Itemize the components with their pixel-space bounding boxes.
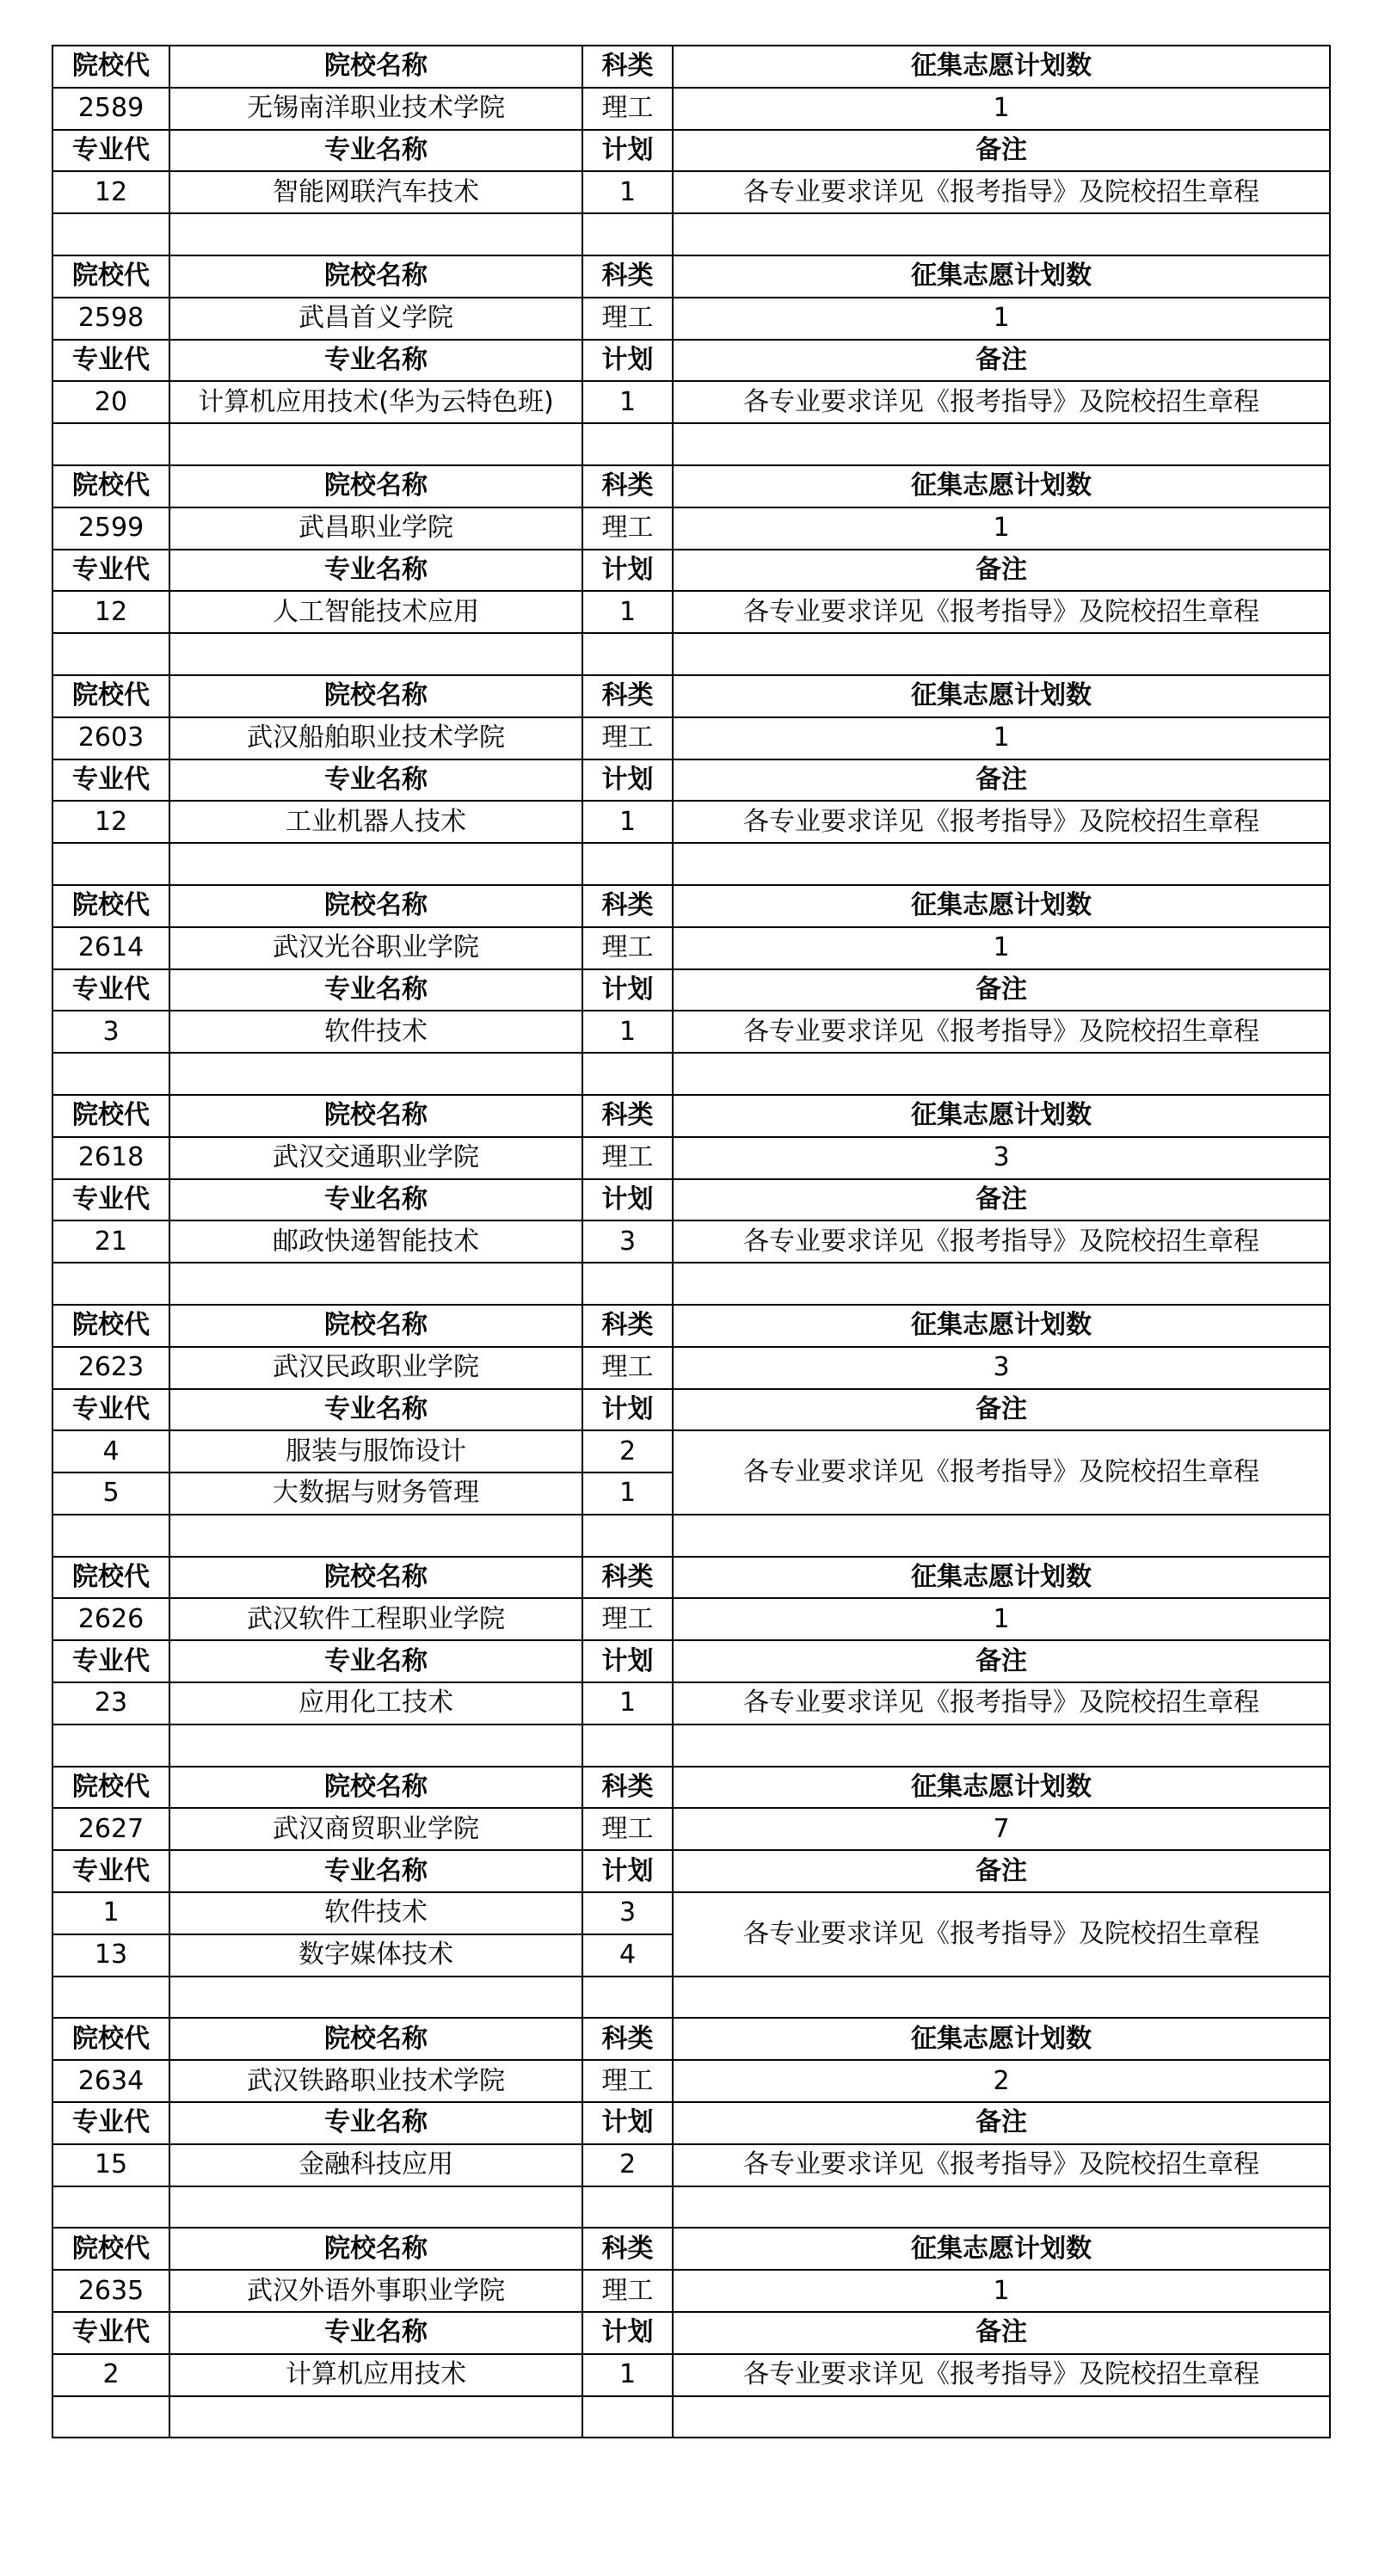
major-note: 各专业要求详见《报考指导》及院校招生章程 (673, 1430, 1330, 1515)
empty-cell (169, 1515, 582, 1557)
major-name: 邮政快递智能技术 (169, 1220, 582, 1263)
school-row (52, 298, 1330, 340)
school-row (52, 1137, 1330, 1179)
empty-cell (52, 633, 169, 675)
empty-cell (582, 1053, 673, 1095)
empty-cell (673, 843, 1330, 885)
major-code-header: 专业代 (52, 130, 169, 172)
empty-cell (673, 1515, 1330, 1557)
enrollment-plan-table (52, 45, 1331, 2438)
school-name-header: 院校名称 (169, 255, 582, 298)
major-row (52, 381, 1330, 423)
spacer-row (52, 1263, 1330, 1305)
school-row (52, 1347, 1330, 1389)
spacer-row (52, 213, 1330, 255)
plan-header: 计划 (582, 1389, 673, 1431)
school-plan-total: 1 (673, 298, 1330, 340)
school-code: 2589 (52, 88, 169, 130)
major-plan: 3 (582, 1892, 673, 1934)
school-name: 武汉交通职业学院 (169, 1137, 582, 1179)
plan-total-header: 征集志愿计划数 (673, 255, 1330, 298)
school-header-row (52, 885, 1330, 927)
major-name-header: 专业名称 (169, 969, 582, 1011)
empty-cell (582, 213, 673, 255)
school-name-header: 院校名称 (169, 46, 582, 88)
school-header-row (52, 2228, 1330, 2270)
school-code-header: 院校代 (52, 1095, 169, 1137)
major-code-header: 专业代 (52, 550, 169, 592)
empty-cell (169, 213, 582, 255)
school-plan-total: 3 (673, 1347, 1330, 1389)
major-note: 各专业要求详见《报考指导》及院校招生章程 (673, 381, 1330, 423)
school-name: 无锡南洋职业技术学院 (169, 88, 582, 130)
empty-cell (582, 843, 673, 885)
empty-cell (582, 1977, 673, 2019)
school-name-header: 院校名称 (169, 2228, 582, 2270)
major-note: 各专业要求详见《报考指导》及院校招生章程 (673, 591, 1330, 633)
school-code: 2634 (52, 2060, 169, 2102)
empty-cell (52, 843, 169, 885)
empty-cell (582, 633, 673, 675)
plan-total-header: 征集志愿计划数 (673, 46, 1330, 88)
note-header: 备注 (673, 969, 1330, 1011)
major-code: 12 (52, 801, 169, 843)
major-code-header: 专业代 (52, 340, 169, 382)
school-header-row (52, 1767, 1330, 1809)
plan-total-header: 征集志愿计划数 (673, 1557, 1330, 1599)
major-plan: 1 (582, 1011, 673, 1053)
school-name: 武汉外语外事职业学院 (169, 2270, 582, 2312)
major-note: 各专业要求详见《报考指导》及院校招生章程 (673, 801, 1330, 843)
major-code-header: 专业代 (52, 969, 169, 1011)
school-header-row (52, 1095, 1330, 1137)
major-name-header: 专业名称 (169, 550, 582, 592)
major-plan: 1 (582, 2354, 673, 2396)
empty-cell (582, 1263, 673, 1305)
spacer-row (52, 1977, 1330, 2019)
empty-cell (52, 1263, 169, 1305)
major-name: 计算机应用技术 (169, 2354, 582, 2396)
major-code-header: 专业代 (52, 2102, 169, 2144)
plan-total-header: 征集志愿计划数 (673, 885, 1330, 927)
major-plan: 1 (582, 171, 673, 213)
school-name-header: 院校名称 (169, 675, 582, 717)
school-category: 理工 (582, 927, 673, 969)
empty-cell (673, 213, 1330, 255)
empty-cell (52, 1515, 169, 1557)
school-category: 理工 (582, 1347, 673, 1389)
major-name-header: 专业名称 (169, 759, 582, 802)
plan-header: 计划 (582, 1850, 673, 1892)
note-header: 备注 (673, 340, 1330, 382)
empty-cell (673, 2396, 1330, 2438)
empty-cell (169, 1725, 582, 1767)
empty-cell (582, 423, 673, 465)
school-category: 理工 (582, 298, 673, 340)
major-header-row (52, 2102, 1330, 2144)
major-code: 1 (52, 1892, 169, 1934)
major-code: 21 (52, 1220, 169, 1263)
empty-cell (582, 2396, 673, 2438)
major-header-row (52, 340, 1330, 382)
major-code: 12 (52, 591, 169, 633)
empty-cell (52, 2396, 169, 2438)
major-plan: 2 (582, 2144, 673, 2186)
major-row (52, 1682, 1330, 1725)
major-header-row (52, 1389, 1330, 1431)
major-code-header: 专业代 (52, 1389, 169, 1431)
plan-header: 计划 (582, 2102, 673, 2144)
major-header-row (52, 550, 1330, 592)
empty-cell (673, 1725, 1330, 1767)
category-header: 科类 (582, 465, 673, 507)
school-code: 2598 (52, 298, 169, 340)
school-name-header: 院校名称 (169, 1767, 582, 1809)
empty-cell (673, 2186, 1330, 2229)
school-row (52, 717, 1330, 759)
empty-cell (52, 423, 169, 465)
major-header-row (52, 1179, 1330, 1221)
school-name-header: 院校名称 (169, 1557, 582, 1599)
school-code: 2635 (52, 2270, 169, 2312)
major-header-row (52, 759, 1330, 802)
major-header-row (52, 1640, 1330, 1682)
major-name: 大数据与财务管理 (169, 1472, 582, 1515)
major-row (52, 1011, 1330, 1053)
empty-cell (673, 1263, 1330, 1305)
plan-header: 计划 (582, 1640, 673, 1682)
category-header: 科类 (582, 1305, 673, 1347)
spacer-row (52, 1053, 1330, 1095)
school-plan-total: 1 (673, 88, 1330, 130)
school-plan-total: 1 (673, 507, 1330, 550)
major-code: 2 (52, 2354, 169, 2396)
school-name-header: 院校名称 (169, 1095, 582, 1137)
empty-cell (673, 423, 1330, 465)
note-header: 备注 (673, 1640, 1330, 1682)
school-category: 理工 (582, 2270, 673, 2312)
category-header: 科类 (582, 46, 673, 88)
empty-cell (582, 1515, 673, 1557)
note-header: 备注 (673, 2102, 1330, 2144)
spacer-row (52, 633, 1330, 675)
school-row (52, 927, 1330, 969)
school-header-row (52, 1557, 1330, 1599)
spacer-row (52, 2396, 1330, 2438)
note-header: 备注 (673, 130, 1330, 172)
major-name: 服装与服饰设计 (169, 1430, 582, 1472)
school-plan-total: 7 (673, 1808, 1330, 1850)
major-code: 3 (52, 1011, 169, 1053)
major-code-header: 专业代 (52, 1179, 169, 1221)
plan-total-header: 征集志愿计划数 (673, 465, 1330, 507)
school-code: 2627 (52, 1808, 169, 1850)
school-plan-total: 3 (673, 1137, 1330, 1179)
major-header-row (52, 130, 1330, 172)
empty-cell (673, 1977, 1330, 2019)
school-category: 理工 (582, 1808, 673, 1850)
spacer-row (52, 2186, 1330, 2229)
major-plan: 4 (582, 1934, 673, 1977)
empty-cell (582, 2186, 673, 2229)
category-header: 科类 (582, 1557, 673, 1599)
major-plan: 3 (582, 1220, 673, 1263)
school-plan-total: 2 (673, 2060, 1330, 2102)
major-code-header: 专业代 (52, 1850, 169, 1892)
spacer-row (52, 1515, 1330, 1557)
note-header: 备注 (673, 550, 1330, 592)
school-category: 理工 (582, 717, 673, 759)
school-code-header: 院校代 (52, 1557, 169, 1599)
category-header: 科类 (582, 885, 673, 927)
plan-header: 计划 (582, 759, 673, 802)
school-row (52, 88, 1330, 130)
major-row (52, 801, 1330, 843)
major-row (52, 1892, 1330, 1934)
major-plan: 1 (582, 1472, 673, 1515)
major-name: 工业机器人技术 (169, 801, 582, 843)
major-note: 各专业要求详见《报考指导》及院校招生章程 (673, 2144, 1330, 2186)
major-name: 数字媒体技术 (169, 1934, 582, 1977)
major-name: 金融科技应用 (169, 2144, 582, 2186)
major-name-header: 专业名称 (169, 1640, 582, 1682)
major-name-header: 专业名称 (169, 2102, 582, 2144)
note-header: 备注 (673, 2312, 1330, 2354)
plan-header: 计划 (582, 340, 673, 382)
school-code-header: 院校代 (52, 1767, 169, 1809)
major-row (52, 591, 1330, 633)
major-code: 23 (52, 1682, 169, 1725)
empty-cell (673, 633, 1330, 675)
plan-total-header: 征集志愿计划数 (673, 1305, 1330, 1347)
major-row (52, 2144, 1330, 2186)
school-name: 武汉船舶职业技术学院 (169, 717, 582, 759)
empty-cell (582, 1725, 673, 1767)
empty-cell (169, 2186, 582, 2229)
empty-cell (169, 2396, 582, 2438)
major-code: 5 (52, 1472, 169, 1515)
school-code-header: 院校代 (52, 2018, 169, 2060)
major-row (52, 1430, 1330, 1472)
major-plan: 1 (582, 381, 673, 423)
plan-total-header: 征集志愿计划数 (673, 1767, 1330, 1809)
school-code-header: 院校代 (52, 255, 169, 298)
school-category: 理工 (582, 507, 673, 550)
school-plan-total: 1 (673, 717, 1330, 759)
school-name: 武汉软件工程职业学院 (169, 1598, 582, 1640)
major-plan: 1 (582, 591, 673, 633)
school-name-header: 院校名称 (169, 1305, 582, 1347)
major-name-header: 专业名称 (169, 1179, 582, 1221)
spacer-row (52, 423, 1330, 465)
school-header-row (52, 465, 1330, 507)
major-name-header: 专业名称 (169, 2312, 582, 2354)
note-header: 备注 (673, 1389, 1330, 1431)
school-code-header: 院校代 (52, 1305, 169, 1347)
school-code: 2623 (52, 1347, 169, 1389)
empty-cell (52, 213, 169, 255)
major-code-header: 专业代 (52, 1640, 169, 1682)
major-name: 智能网联汽车技术 (169, 171, 582, 213)
school-plan-total: 1 (673, 927, 1330, 969)
category-header: 科类 (582, 1767, 673, 1809)
school-name-header: 院校名称 (169, 2018, 582, 2060)
school-header-row (52, 46, 1330, 88)
major-row (52, 1220, 1330, 1263)
major-code: 13 (52, 1934, 169, 1977)
school-code-header: 院校代 (52, 46, 169, 88)
plan-header: 计划 (582, 130, 673, 172)
plan-header: 计划 (582, 1179, 673, 1221)
major-name: 计算机应用技术(华为云特色班) (169, 381, 582, 423)
plan-header: 计划 (582, 550, 673, 592)
school-code-header: 院校代 (52, 465, 169, 507)
major-note: 各专业要求详见《报考指导》及院校招生章程 (673, 1011, 1330, 1053)
school-name: 武汉商贸职业学院 (169, 1808, 582, 1850)
school-plan-total: 1 (673, 1598, 1330, 1640)
empty-cell (169, 633, 582, 675)
major-note: 各专业要求详见《报考指导》及院校招生章程 (673, 171, 1330, 213)
major-note: 各专业要求详见《报考指导》及院校招生章程 (673, 2354, 1330, 2396)
category-header: 科类 (582, 2018, 673, 2060)
major-name: 软件技术 (169, 1892, 582, 1934)
school-name-header: 院校名称 (169, 465, 582, 507)
school-row (52, 1808, 1330, 1850)
major-note: 各专业要求详见《报考指导》及院校招生章程 (673, 1682, 1330, 1725)
major-plan: 2 (582, 1430, 673, 1472)
school-category: 理工 (582, 1598, 673, 1640)
school-code: 2599 (52, 507, 169, 550)
school-category: 理工 (582, 88, 673, 130)
school-code: 2614 (52, 927, 169, 969)
major-code-header: 专业代 (52, 759, 169, 802)
empty-cell (169, 1977, 582, 2019)
school-code-header: 院校代 (52, 675, 169, 717)
school-category: 理工 (582, 1137, 673, 1179)
major-plan: 1 (582, 1682, 673, 1725)
empty-cell (169, 1263, 582, 1305)
major-header-row (52, 2312, 1330, 2354)
empty-cell (169, 843, 582, 885)
empty-cell (169, 423, 582, 465)
school-row (52, 1598, 1330, 1640)
plan-total-header: 征集志愿计划数 (673, 2228, 1330, 2270)
major-code: 20 (52, 381, 169, 423)
school-name: 武汉铁路职业技术学院 (169, 2060, 582, 2102)
major-code: 15 (52, 2144, 169, 2186)
school-name: 武昌首义学院 (169, 298, 582, 340)
major-row (52, 171, 1330, 213)
school-name-header: 院校名称 (169, 885, 582, 927)
school-code: 2618 (52, 1137, 169, 1179)
major-code-header: 专业代 (52, 2312, 169, 2354)
school-plan-total: 1 (673, 2270, 1330, 2312)
plan-header: 计划 (582, 2312, 673, 2354)
plan-total-header: 征集志愿计划数 (673, 675, 1330, 717)
school-code-header: 院校代 (52, 2228, 169, 2270)
school-header-row (52, 1305, 1330, 1347)
school-code-header: 院校代 (52, 885, 169, 927)
plan-header: 计划 (582, 969, 673, 1011)
major-code: 4 (52, 1430, 169, 1472)
school-header-row (52, 2018, 1330, 2060)
empty-cell (52, 2186, 169, 2229)
note-header: 备注 (673, 1179, 1330, 1221)
school-name: 武汉民政职业学院 (169, 1347, 582, 1389)
note-header: 备注 (673, 759, 1330, 802)
major-name-header: 专业名称 (169, 1389, 582, 1431)
major-row (52, 2354, 1330, 2396)
major-name: 人工智能技术应用 (169, 591, 582, 633)
category-header: 科类 (582, 1095, 673, 1137)
school-row (52, 507, 1330, 550)
category-header: 科类 (582, 255, 673, 298)
plan-total-header: 征集志愿计划数 (673, 1095, 1330, 1137)
major-name: 软件技术 (169, 1011, 582, 1053)
empty-cell (673, 1053, 1330, 1095)
empty-cell (169, 1053, 582, 1095)
major-note: 各专业要求详见《报考指导》及院校招生章程 (673, 1892, 1330, 1977)
major-name-header: 专业名称 (169, 1850, 582, 1892)
school-code: 2626 (52, 1598, 169, 1640)
major-header-row (52, 1850, 1330, 1892)
plan-total-header: 征集志愿计划数 (673, 2018, 1330, 2060)
school-row (52, 2270, 1330, 2312)
empty-cell (52, 1053, 169, 1095)
school-header-row (52, 675, 1330, 717)
category-header: 科类 (582, 675, 673, 717)
school-code: 2603 (52, 717, 169, 759)
note-header: 备注 (673, 1850, 1330, 1892)
spacer-row (52, 1725, 1330, 1767)
category-header: 科类 (582, 2228, 673, 2270)
major-name-header: 专业名称 (169, 130, 582, 172)
school-header-row (52, 255, 1330, 298)
school-name: 武汉光谷职业学院 (169, 927, 582, 969)
school-name: 武昌职业学院 (169, 507, 582, 550)
major-header-row (52, 969, 1330, 1011)
major-name-header: 专业名称 (169, 340, 582, 382)
empty-cell (52, 1725, 169, 1767)
major-name: 应用化工技术 (169, 1682, 582, 1725)
major-note: 各专业要求详见《报考指导》及院校招生章程 (673, 1220, 1330, 1263)
school-row (52, 2060, 1330, 2102)
empty-cell (52, 1977, 169, 2019)
school-category: 理工 (582, 2060, 673, 2102)
major-plan: 1 (582, 801, 673, 843)
spacer-row (52, 843, 1330, 885)
major-code: 12 (52, 171, 169, 213)
